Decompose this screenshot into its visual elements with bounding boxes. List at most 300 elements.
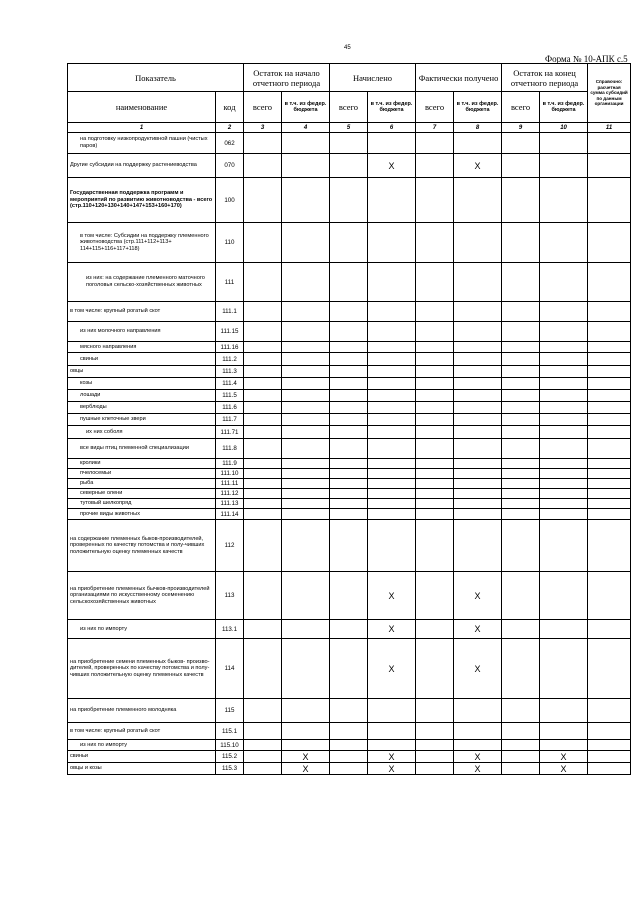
table-row (68, 639, 631, 699)
col-number: 1 (68, 123, 216, 133)
column-numbers-row (68, 123, 631, 133)
value-cell (540, 390, 588, 402)
x-mark: X (282, 763, 330, 775)
value-cell (502, 426, 540, 439)
row-code: 115.3 (216, 763, 244, 775)
value-cell (540, 223, 588, 263)
value-cell (540, 520, 588, 572)
value-cell (454, 402, 502, 414)
report-table (67, 63, 631, 775)
value-cell (588, 740, 631, 751)
row-name (68, 699, 216, 723)
value-cell (588, 390, 631, 402)
value-cell (330, 154, 368, 178)
row-name (68, 154, 216, 178)
value-cell (282, 342, 330, 353)
value-cell (588, 223, 631, 263)
value-cell (244, 620, 282, 639)
value-cell (244, 572, 282, 620)
value-cell (540, 426, 588, 439)
table-row (68, 509, 631, 520)
value-cell (330, 639, 368, 699)
value-cell (244, 763, 282, 775)
value-cell (502, 699, 540, 723)
value-cell (416, 302, 454, 322)
value-cell (540, 509, 588, 520)
value-cell (540, 639, 588, 699)
value-cell (416, 342, 454, 353)
row-name-text: северные олени (80, 490, 123, 497)
row-name (68, 133, 216, 154)
value-cell (540, 620, 588, 639)
col-number: 8 (454, 123, 502, 133)
row-name-text: овцы и козы (70, 765, 102, 772)
value-cell (416, 763, 454, 775)
value-cell (416, 723, 454, 740)
value-cell (502, 342, 540, 353)
value-cell (454, 426, 502, 439)
row-name (68, 353, 216, 366)
row-code: 115.10 (216, 740, 244, 751)
value-cell (330, 520, 368, 572)
value-cell (330, 572, 368, 620)
value-cell (588, 402, 631, 414)
value-cell (330, 489, 368, 499)
form-id: Форма № 10-АПК с.5 (545, 54, 628, 64)
row-name (68, 402, 216, 414)
value-cell (454, 390, 502, 402)
col-number: 5 (330, 123, 368, 133)
value-cell (282, 639, 330, 699)
value-cell (330, 439, 368, 459)
row-code: 111.6 (216, 402, 244, 414)
row-code: 111 (216, 263, 244, 302)
value-cell (330, 178, 368, 223)
value-cell (454, 342, 502, 353)
x-mark: X (454, 154, 502, 178)
value-cell (330, 469, 368, 479)
value-cell (282, 263, 330, 302)
value-cell (416, 520, 454, 572)
value-cell (540, 572, 588, 620)
table-row (68, 499, 631, 509)
value-cell (330, 263, 368, 302)
row-code: 115 (216, 699, 244, 723)
x-mark: X (540, 751, 588, 763)
value-cell (416, 223, 454, 263)
value-cell (244, 439, 282, 459)
row-name (68, 499, 216, 509)
row-name (68, 322, 216, 342)
value-cell (330, 223, 368, 263)
value-cell (454, 353, 502, 366)
value-cell (368, 740, 416, 751)
table-row (68, 699, 631, 723)
value-cell (282, 378, 330, 390)
table-row (68, 723, 631, 740)
value-cell (244, 223, 282, 263)
value-cell (540, 322, 588, 342)
row-name-text: козы (80, 380, 93, 387)
row-name (68, 378, 216, 390)
value-cell (416, 378, 454, 390)
row-code: 070 (216, 154, 244, 178)
table-row (68, 439, 631, 459)
row-code: 111.4 (216, 378, 244, 390)
row-name-text: на содержание племенных быков-производителей, проверенных по качеству потомства и полу-чивших положительную оценку племенных качеств (70, 535, 205, 555)
value-cell (244, 459, 282, 469)
value-cell (502, 133, 540, 154)
value-cell (454, 133, 502, 154)
value-cell (454, 366, 502, 378)
value-cell (502, 469, 540, 479)
value-cell (244, 751, 282, 763)
value-cell (282, 520, 330, 572)
value-cell (244, 178, 282, 223)
table-row (68, 520, 631, 572)
value-cell (368, 469, 416, 479)
row-name-text: в том числе: крупный рогатый скот (70, 308, 161, 315)
value-cell (454, 723, 502, 740)
value-cell (416, 459, 454, 469)
value-cell (588, 479, 631, 489)
row-name-text: овцы (70, 368, 84, 375)
row-name-text: пчелосемьи (80, 470, 112, 477)
value-cell (282, 499, 330, 509)
value-cell (244, 499, 282, 509)
table-row (68, 426, 631, 439)
value-cell (588, 154, 631, 178)
row-name (68, 572, 216, 620)
value-cell (244, 263, 282, 302)
row-name-text: их них соболя (86, 428, 123, 435)
table-row (68, 489, 631, 499)
table-row (68, 133, 631, 154)
col-number: 2 (216, 123, 244, 133)
value-cell (282, 322, 330, 342)
value-cell (540, 479, 588, 489)
value-cell (368, 390, 416, 402)
value-cell (454, 322, 502, 342)
table-row (68, 154, 631, 178)
header-code: код (216, 92, 244, 123)
row-name (68, 342, 216, 353)
value-cell (416, 751, 454, 763)
value-cell (244, 479, 282, 489)
value-cell (244, 740, 282, 751)
value-cell (282, 390, 330, 402)
value-cell (282, 699, 330, 723)
value-cell (368, 178, 416, 223)
row-code: 111.8 (216, 439, 244, 459)
value-cell (540, 342, 588, 353)
table-row (68, 572, 631, 620)
value-cell (282, 353, 330, 366)
table-row (68, 366, 631, 378)
value-cell (244, 414, 282, 426)
value-cell (416, 620, 454, 639)
table-row (68, 263, 631, 302)
value-cell (454, 223, 502, 263)
row-name-text: Другие субсидии на поддержку растениеводства (70, 162, 197, 169)
table-row (68, 302, 631, 322)
value-cell (244, 390, 282, 402)
row-name-text: из них по импорту (80, 625, 128, 632)
row-code: 111.14 (216, 509, 244, 520)
value-cell (502, 378, 540, 390)
value-cell (502, 223, 540, 263)
value-cell (540, 699, 588, 723)
row-name (68, 426, 216, 439)
x-mark: X (368, 620, 416, 639)
row-name (68, 390, 216, 402)
value-cell (454, 459, 502, 469)
header-total: всего (502, 92, 540, 123)
value-cell (282, 439, 330, 459)
row-name-text: все виды птиц племенной специализации (80, 445, 190, 452)
row-name (68, 489, 216, 499)
table-row (68, 378, 631, 390)
value-cell (454, 439, 502, 459)
header-start-balance: Остаток на начало отчетного периода (244, 64, 330, 92)
value-cell (416, 426, 454, 439)
table-row (68, 353, 631, 366)
table-row (68, 751, 631, 763)
value-cell (416, 740, 454, 751)
value-cell (502, 520, 540, 572)
value-cell (368, 459, 416, 469)
value-cell (330, 499, 368, 509)
value-cell (588, 322, 631, 342)
value-cell (368, 479, 416, 489)
value-cell (244, 639, 282, 699)
value-cell (244, 426, 282, 439)
value-cell (540, 414, 588, 426)
value-cell (502, 402, 540, 414)
value-cell (282, 479, 330, 489)
table-row (68, 620, 631, 639)
header-indicator: Показатель (68, 64, 244, 92)
value-cell (502, 302, 540, 322)
value-cell (588, 439, 631, 459)
value-cell (502, 740, 540, 751)
value-cell (282, 133, 330, 154)
row-code: 115.1 (216, 723, 244, 740)
value-cell (282, 620, 330, 639)
value-cell (282, 402, 330, 414)
value-cell (282, 178, 330, 223)
value-cell (540, 154, 588, 178)
x-mark: X (454, 639, 502, 699)
row-name (68, 223, 216, 263)
row-code: 111.10 (216, 469, 244, 479)
value-cell (368, 263, 416, 302)
row-name-text: на приобретение племенного молодняка (70, 707, 177, 714)
row-code: 110 (216, 223, 244, 263)
value-cell (330, 620, 368, 639)
value-cell (416, 353, 454, 366)
value-cell (588, 699, 631, 723)
value-cell (416, 639, 454, 699)
value-cell (502, 639, 540, 699)
value-cell (244, 154, 282, 178)
value-cell (244, 699, 282, 723)
value-cell (588, 426, 631, 439)
row-name-text: из них молочного направления (80, 328, 161, 335)
value-cell (540, 402, 588, 414)
header-total: всего (330, 92, 368, 123)
row-code: 111.5 (216, 390, 244, 402)
value-cell (282, 426, 330, 439)
header-name: наименование (68, 92, 216, 123)
value-cell (282, 572, 330, 620)
value-cell (330, 402, 368, 414)
header-federal: в т.ч. из федер. бюджета (282, 92, 330, 123)
row-name (68, 620, 216, 639)
x-mark: X (540, 763, 588, 775)
x-mark: X (368, 763, 416, 775)
value-cell (368, 402, 416, 414)
row-name-text: из них по импорту (80, 741, 128, 748)
value-cell (368, 489, 416, 499)
value-cell (330, 378, 368, 390)
value-cell (416, 469, 454, 479)
table-row (68, 322, 631, 342)
value-cell (502, 499, 540, 509)
value-cell (588, 723, 631, 740)
value-cell (244, 342, 282, 353)
table-row (68, 740, 631, 751)
value-cell (540, 133, 588, 154)
x-mark: X (368, 154, 416, 178)
value-cell (540, 378, 588, 390)
value-cell (368, 353, 416, 366)
row-name (68, 751, 216, 763)
header-received: Фактически получено (416, 64, 502, 92)
value-cell (282, 469, 330, 479)
value-cell (416, 178, 454, 223)
value-cell (244, 469, 282, 479)
x-mark: X (454, 763, 502, 775)
row-name-text: мясного направления (80, 343, 137, 350)
row-name (68, 459, 216, 469)
value-cell (416, 489, 454, 499)
row-name-text: на подготовку низкопродуктивной пашни (чистых паров) (80, 136, 208, 149)
value-cell (502, 414, 540, 426)
value-cell (282, 509, 330, 520)
value-cell (416, 439, 454, 459)
row-name-text: в том числе: крупный рогатый скот (70, 727, 161, 734)
value-cell (416, 479, 454, 489)
value-cell (502, 366, 540, 378)
value-cell (282, 223, 330, 263)
row-name (68, 520, 216, 572)
value-cell (588, 342, 631, 353)
value-cell (540, 366, 588, 378)
value-cell (330, 414, 368, 426)
value-cell (368, 499, 416, 509)
value-cell (416, 499, 454, 509)
value-cell (330, 751, 368, 763)
value-cell (454, 469, 502, 479)
value-cell (330, 342, 368, 353)
value-cell (416, 133, 454, 154)
value-cell (244, 353, 282, 366)
value-cell (588, 489, 631, 499)
row-name-text: свиньи (80, 355, 99, 362)
value-cell (282, 740, 330, 751)
value-cell (454, 520, 502, 572)
value-cell (502, 322, 540, 342)
value-cell (244, 489, 282, 499)
value-cell (502, 154, 540, 178)
row-code: 062 (216, 133, 244, 154)
value-cell (502, 572, 540, 620)
value-cell (454, 499, 502, 509)
col-number: 4 (282, 123, 330, 133)
value-cell (368, 699, 416, 723)
row-name (68, 479, 216, 489)
value-cell (244, 302, 282, 322)
table-row (68, 223, 631, 263)
row-code: 111.3 (216, 366, 244, 378)
value-cell (502, 353, 540, 366)
row-name-text: на приобретение семени племенных быков- произво-дителей, проверенных по качеству потомства и полу-чивших положительную оценку племенных качеств (70, 658, 210, 678)
row-name (68, 263, 216, 302)
value-cell (282, 366, 330, 378)
value-cell (368, 223, 416, 263)
value-cell (454, 263, 502, 302)
table-row (68, 459, 631, 469)
row-code: 100 (216, 178, 244, 223)
col-number: 10 (540, 123, 588, 133)
col-number: 6 (368, 123, 416, 133)
row-name (68, 509, 216, 520)
x-mark: X (454, 620, 502, 639)
value-cell (454, 302, 502, 322)
value-cell (368, 302, 416, 322)
value-cell (540, 178, 588, 223)
row-name (68, 639, 216, 699)
x-mark: X (282, 751, 330, 763)
value-cell (454, 489, 502, 499)
value-cell (368, 414, 416, 426)
value-cell (454, 479, 502, 489)
value-cell (330, 509, 368, 520)
row-code: 111.15 (216, 322, 244, 342)
value-cell (244, 322, 282, 342)
value-cell (330, 353, 368, 366)
row-code: 115.2 (216, 751, 244, 763)
value-cell (588, 520, 631, 572)
value-cell (588, 639, 631, 699)
value-cell (330, 699, 368, 723)
value-cell (368, 342, 416, 353)
row-name (68, 366, 216, 378)
value-cell (330, 390, 368, 402)
row-code: 111.11 (216, 479, 244, 489)
value-cell (282, 414, 330, 426)
value-cell (330, 763, 368, 775)
value-cell (540, 439, 588, 459)
header-federal: в т.ч. из федер. бюджета (454, 92, 502, 123)
value-cell (282, 459, 330, 469)
value-cell (588, 302, 631, 322)
value-cell (416, 572, 454, 620)
header-federal: в т.ч. из федер. бюджета (368, 92, 416, 123)
row-name (68, 723, 216, 740)
value-cell (244, 402, 282, 414)
